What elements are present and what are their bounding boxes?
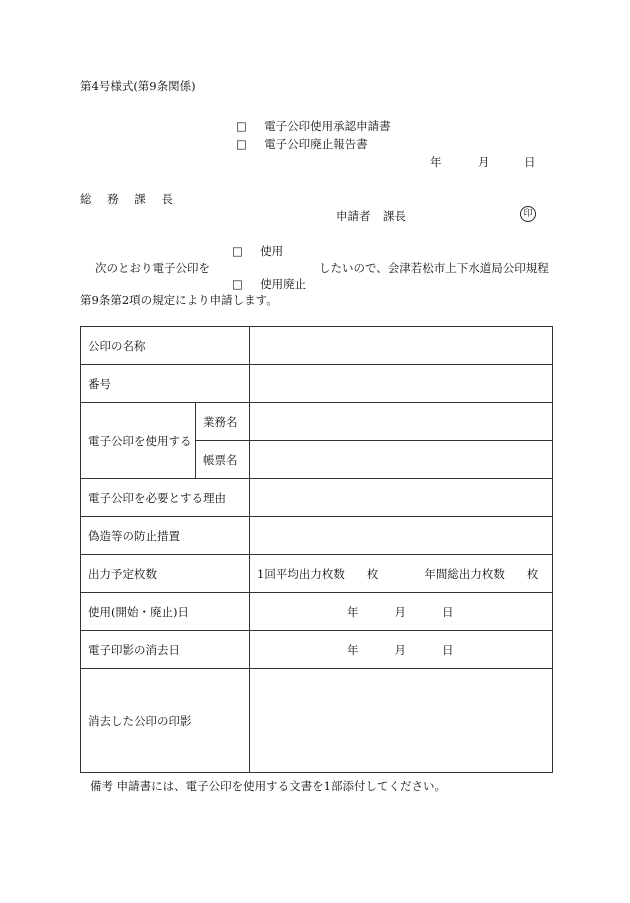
date-day: 日 — [524, 155, 536, 169]
note: 備考 申請書には、電子公印を使用する文書を1部添付してください。 — [90, 779, 446, 793]
output-planned-label: 出力予定枚数 — [81, 555, 250, 593]
date-year: 年 — [430, 155, 442, 169]
business-name-field[interactable] — [250, 403, 553, 441]
erased-impression-field[interactable] — [250, 669, 553, 773]
table-row — [81, 593, 553, 631]
seal-name-field[interactable] — [250, 327, 553, 365]
number-field[interactable] — [250, 365, 553, 403]
number-label: 番号 — [81, 365, 250, 403]
erase-date-year: 年 — [347, 642, 359, 657]
body-option-abolish — [232, 277, 306, 291]
table-row — [81, 669, 553, 773]
output-avg-label: 1回平均出力枚数 — [257, 566, 345, 581]
table-row — [81, 631, 553, 669]
option-use-label: 使用 — [260, 244, 284, 258]
seal-icon: 印 — [520, 206, 536, 222]
usage-group-label: 電子公印を使用する — [81, 403, 196, 479]
title-option-approval — [236, 119, 391, 133]
body-prefix: 次のとおり電子公印を — [95, 261, 210, 275]
table-row — [81, 517, 553, 555]
seal-name-label: 公印の名称 — [81, 327, 250, 365]
checkbox-icon[interactable]: □ — [232, 277, 243, 291]
checkbox-icon[interactable]: □ — [236, 137, 247, 151]
use-date-field[interactable] — [250, 593, 553, 631]
erase-date-month: 月 — [394, 642, 406, 657]
erase-date-label: 電子印影の消去日 — [81, 631, 250, 669]
output-planned-field[interactable] — [250, 555, 553, 593]
business-name-label: 業務名 — [196, 403, 250, 441]
date-month: 月 — [478, 155, 490, 169]
form-name-field[interactable] — [250, 441, 553, 479]
forgery-prevention-label: 偽造等の防止措置 — [81, 517, 250, 555]
table-row — [81, 479, 553, 517]
table-row — [81, 403, 553, 441]
form-number: 第4号様式(第9条関係) — [80, 79, 196, 93]
applicant-title: 課長 — [383, 209, 406, 223]
checkbox-icon[interactable]: □ — [232, 244, 243, 258]
reason-field[interactable] — [250, 479, 553, 517]
applicant-label: 申請者 — [336, 209, 371, 223]
output-unit-2: 枚 — [526, 566, 539, 581]
body-suffix: したいので、会津若松市上下水道局公印規程 — [319, 261, 549, 275]
body-option-use — [232, 244, 283, 258]
forgery-prevention-field[interactable] — [250, 517, 553, 555]
use-date-month: 月 — [394, 604, 406, 619]
form-name-label: 帳票名 — [196, 441, 250, 479]
erase-date-field[interactable] — [250, 631, 553, 669]
body-line2: 第9条第2項の規定により申請します。 — [80, 293, 278, 307]
erase-date-day: 日 — [442, 642, 454, 657]
table-row — [81, 365, 553, 403]
use-date-label: 使用(開始・廃止)日 — [81, 593, 250, 631]
output-total-label: 年間総出力枚数 — [424, 566, 505, 581]
checkbox-icon[interactable]: □ — [236, 119, 247, 133]
title-approval-text: 電子公印使用承認申請書 — [264, 119, 391, 133]
table-row — [81, 555, 553, 593]
output-unit-1: 枚 — [366, 566, 379, 581]
title-abolish-text: 電子公印廃止報告書 — [264, 137, 368, 151]
reason-label: 電子公印を必要とする理由 — [81, 479, 250, 517]
option-abolish-label: 使用廃止 — [260, 277, 307, 291]
application-table — [80, 326, 553, 773]
title-option-abolish — [236, 137, 368, 151]
use-date-day: 日 — [442, 604, 454, 619]
addressee: 総 務 課 長 — [80, 192, 179, 206]
table-row — [81, 327, 553, 365]
erased-impression-label: 消去した公印の印影 — [81, 669, 250, 773]
use-date-year: 年 — [347, 604, 359, 619]
